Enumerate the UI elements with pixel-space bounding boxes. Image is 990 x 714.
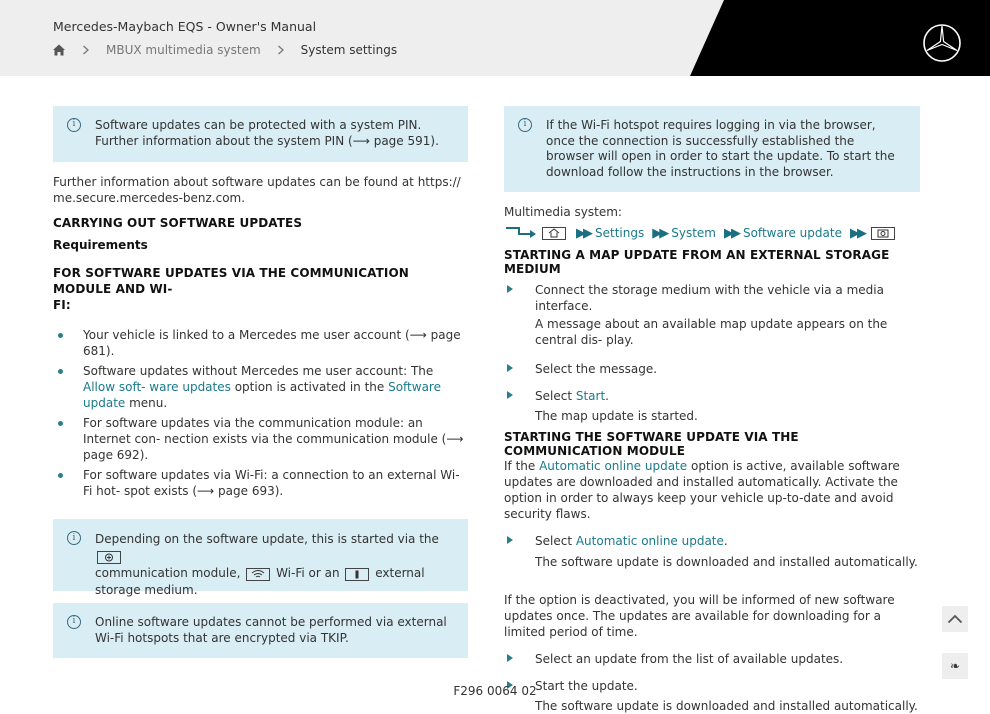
step-text: Connect the storage medium with the vehicle via a media interface.: [535, 283, 884, 313]
return-arrow-icon: [504, 225, 538, 242]
list-item-text: menu.: [125, 396, 168, 410]
list-item: [53, 363, 468, 411]
info-text: communication module,: [95, 566, 241, 580]
info-icon: i: [67, 118, 81, 132]
link-automatic-online-update[interactable]: Automatic online update: [575, 534, 724, 548]
left-column: [53, 106, 468, 658]
paragraph-deactivated: If the option is deactivated, you will be informed of new software updates once. The updates are available for downloading for a limited period of time.: [504, 593, 895, 639]
info-icon: i: [518, 118, 532, 132]
list-item-text: option is activated in the: [230, 380, 389, 394]
heading-comm-module-update: STARTING THE SOFTWARE UPDATE VIA THE COMMUNICATION MODULE: [504, 430, 799, 458]
link-allow-software-updates[interactable]: Allow soft- ware updates: [83, 380, 231, 394]
chevron-right-icon: [277, 45, 285, 55]
double-arrow-icon: ▶▶: [652, 225, 667, 241]
link-automatic-online-update[interactable]: Automatic online update: [539, 459, 688, 473]
manual-title: Mercedes-Maybach EQS - Owner's Manual: [53, 19, 317, 34]
heading-map-update: STARTING A MAP UPDATE FROM AN EXTERNAL STORAGE MEDIUM: [504, 248, 890, 276]
info-box-tkip: [53, 603, 468, 658]
usb-storage-icon: [345, 568, 369, 581]
right-column: [504, 106, 920, 714]
mercedes-star-logo[interactable]: [922, 23, 962, 63]
paragraph-text: option is active, available software updates are downloaded and installed automatically. Activate the option in order to always keep your vehicle up-to-date and avoid security flaws.: [504, 459, 900, 521]
communication-module-icon: [97, 551, 121, 564]
list-item-text: Software updates without Mercedes me user account: The: [83, 364, 434, 378]
info-text: Software updates can be protected with a system PIN. Further information about the system PIN (⟶ page 591).: [95, 118, 439, 148]
info-text: external storage medium.: [95, 566, 425, 597]
info-box-system-pin: [53, 106, 468, 162]
step-result: The map update is started.: [535, 409, 698, 423]
step-select-start: [504, 388, 920, 424]
step-text: Start the update.: [535, 679, 638, 693]
heading-comm-module-wifi: [53, 265, 468, 313]
wifi-icon: [246, 568, 270, 581]
paragraph-text: If the: [504, 459, 540, 473]
info-icon: i: [67, 531, 81, 545]
double-arrow-icon: ▶▶: [849, 225, 864, 241]
step-text: .: [723, 534, 728, 548]
requirements-list: [53, 327, 468, 499]
step-text: .: [605, 389, 609, 403]
nav-system[interactable]: System: [671, 226, 716, 240]
step-result: The software update is downloaded and installed automatically.: [535, 555, 918, 569]
header-bar: [0, 0, 990, 76]
step-arrow-icon: [507, 391, 513, 399]
info-box-update-source: [53, 519, 468, 597]
camera-icon[interactable]: [871, 227, 895, 240]
home-icon[interactable]: [52, 43, 66, 57]
info-text: Depending on the software update, this is started via the: [95, 532, 439, 546]
chevron-up-icon: [947, 614, 963, 624]
link-start[interactable]: Start: [575, 389, 606, 403]
info-icon: i: [67, 615, 81, 629]
step-select-automatic: [504, 533, 920, 570]
info-text: If the Wi-Fi hotspot requires logging in via the browser, once the connection is successfully established the browser will open in order to start the update. To start the download follow the instructions in the browser.: [546, 118, 895, 179]
paragraph-automatic-update: [504, 458, 920, 522]
step-arrow-icon: [507, 654, 513, 662]
heading-line: FI:: [53, 298, 71, 312]
step-arrow-icon: [507, 536, 513, 544]
step-select-update: [504, 651, 920, 667]
step-result: A message about an available map update appears on the central dis- play.: [535, 317, 888, 347]
nav-software-update[interactable]: Software update: [742, 226, 842, 240]
double-arrow-icon: ▶▶: [576, 225, 590, 241]
double-arrow-icon: ▶▶: [723, 225, 738, 241]
list-item: For software updates via Wi-Fi: a connection to an external Wi-Fi hot- spot exists (⟶ page 693).: [53, 467, 468, 499]
heading-requirements: Requirements: [53, 238, 148, 252]
info-text: Online software updates cannot be performed via external Wi-Fi hotspots that are encrypted via TKIP.: [95, 615, 447, 645]
list-item: Your vehicle is linked to a Mercedes me user account (⟶ page 681).: [53, 327, 468, 359]
ornament-icon: ❧: [949, 659, 961, 673]
paragraph-further-info: Further information about software updates can be found at https:// me.secure.mercedes-benz.com.: [53, 175, 461, 205]
step-arrow-icon: [507, 364, 513, 372]
step-arrow-icon: [507, 285, 513, 293]
home-icon[interactable]: [542, 227, 566, 240]
link-software-update[interactable]: Software update: [83, 380, 441, 410]
breadcrumb-current: System settings: [300, 43, 398, 57]
multimedia-system-label: Multimedia system:: [504, 205, 622, 219]
step-text: Select: [535, 389, 576, 403]
chevron-right-icon: [82, 45, 90, 55]
step-text: Select: [535, 534, 576, 548]
breadcrumb: [52, 41, 397, 59]
breadcrumb-link-mbux[interactable]: MBUX multimedia system: [106, 43, 261, 57]
heading-line: FOR SOFTWARE UPDATES VIA THE COMMUNICATION MODULE AND WI-: [53, 266, 409, 296]
scroll-to-top-button[interactable]: [942, 606, 968, 632]
heading-carrying-out-updates: CARRYING OUT SOFTWARE UPDATES: [53, 216, 303, 230]
info-box-wifi-login: [504, 106, 920, 192]
info-text: Wi-Fi or an: [276, 566, 340, 580]
step-text: Select an update from the list of available updates.: [535, 652, 844, 666]
nav-settings[interactable]: Settings: [595, 226, 645, 240]
ornament-button[interactable]: [942, 653, 968, 679]
step-result: The software update is downloaded and installed automatically.: [535, 699, 918, 713]
step-select-message: [504, 361, 920, 377]
figure-code: F296 0064 02: [453, 684, 537, 698]
step-text: Select the message.: [535, 362, 658, 376]
step-connect-storage: [504, 282, 920, 348]
list-item: For software updates via the communication module: an Internet con- nection exists via the communication module (⟶ page 692).: [53, 415, 468, 463]
navigation-path: [504, 224, 920, 242]
